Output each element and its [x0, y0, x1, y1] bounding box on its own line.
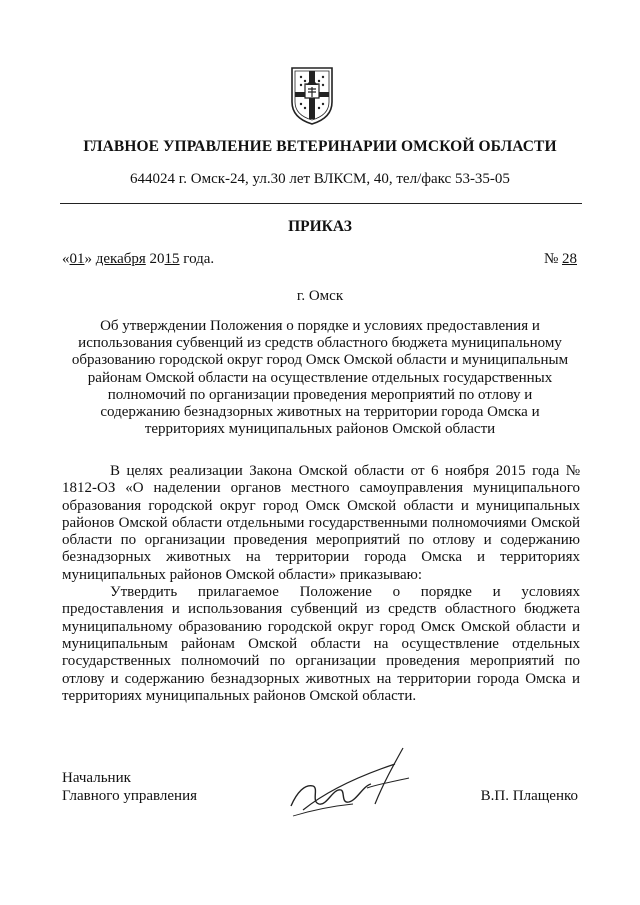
date-tail: года. [179, 251, 215, 267]
coat-of-arms-icon [286, 62, 338, 126]
date-year-suffix: 15 [164, 251, 180, 267]
signatory-title-line1: Начальник [62, 770, 131, 786]
organization-name: ГЛАВНОЕ УПРАВЛЕНИЕ ВЕТЕРИНАРИИ ОМСКОЙ ОБЛАСТИ [83, 138, 557, 155]
signatory-title [62, 770, 197, 805]
number-prefix: № [543, 251, 562, 267]
handwritten-signature-icon [283, 744, 413, 824]
document-body [62, 463, 580, 705]
date-month: декабря [95, 251, 146, 267]
date-year-prefix: 20 [145, 251, 165, 267]
document-city: г. Омск [296, 288, 344, 304]
signatory-title-line2: Главного управления [62, 787, 197, 804]
document-subject: Об утверждении Положения о порядке и условиях предоставления и использования субвенций из средств областного бюджета муниципальному образованию городской округ город Омск Омской области и муниципальным районам Омской области на осуществление отдельных государственных полномочий по организации проведения мероприятий по отлову и содержанию безнадзорных животных на территории города Омска и территориях муниципальных районов Омской области [71, 318, 569, 438]
date-close-quote: » [84, 251, 96, 267]
body-paragraph-2: Утвердить прилагаемое Положение о порядке и условиях предоставления и использования субвенций из средств областного бюджета муниципальному образованию городской округ город Омск Омской области и муниципальным районам Омской области на осуществление отдельных государственных полномочий по организации проведения мероприятий по отлову и содержанию безнадзорных животных на территории города Омска и территориях муниципальных районов Омской области. [62, 584, 580, 704]
signer-name: В.П. Плащенко [480, 788, 578, 804]
number-value: 28 [562, 251, 577, 267]
document-date [62, 251, 214, 268]
body-paragraph-1: В целях реализации Закона Омской области от 6 ноября 2015 года № 1812-ОЗ «О наделении органов местного самоуправления муниципального образования городской округ город Омск Омской области и муниципальных районов Омской области отдельными государственными полномочиями Омской области по организации проведения мероприятий по отлову и содержанию безнадзорных животных на территории города Омска и территориях муниципальных районов Омской области» приказываю: [62, 463, 580, 583]
organization-address: 644024 г. Омск-24, ул.30 лет ВЛКСМ, 40, тел/факс 53-35-05 [130, 171, 510, 187]
header-divider [60, 203, 582, 204]
document-number [544, 251, 577, 268]
date-day: 01 [69, 251, 85, 267]
date-open-quote: « [62, 251, 70, 267]
document-type: ПРИКАЗ [288, 218, 352, 235]
